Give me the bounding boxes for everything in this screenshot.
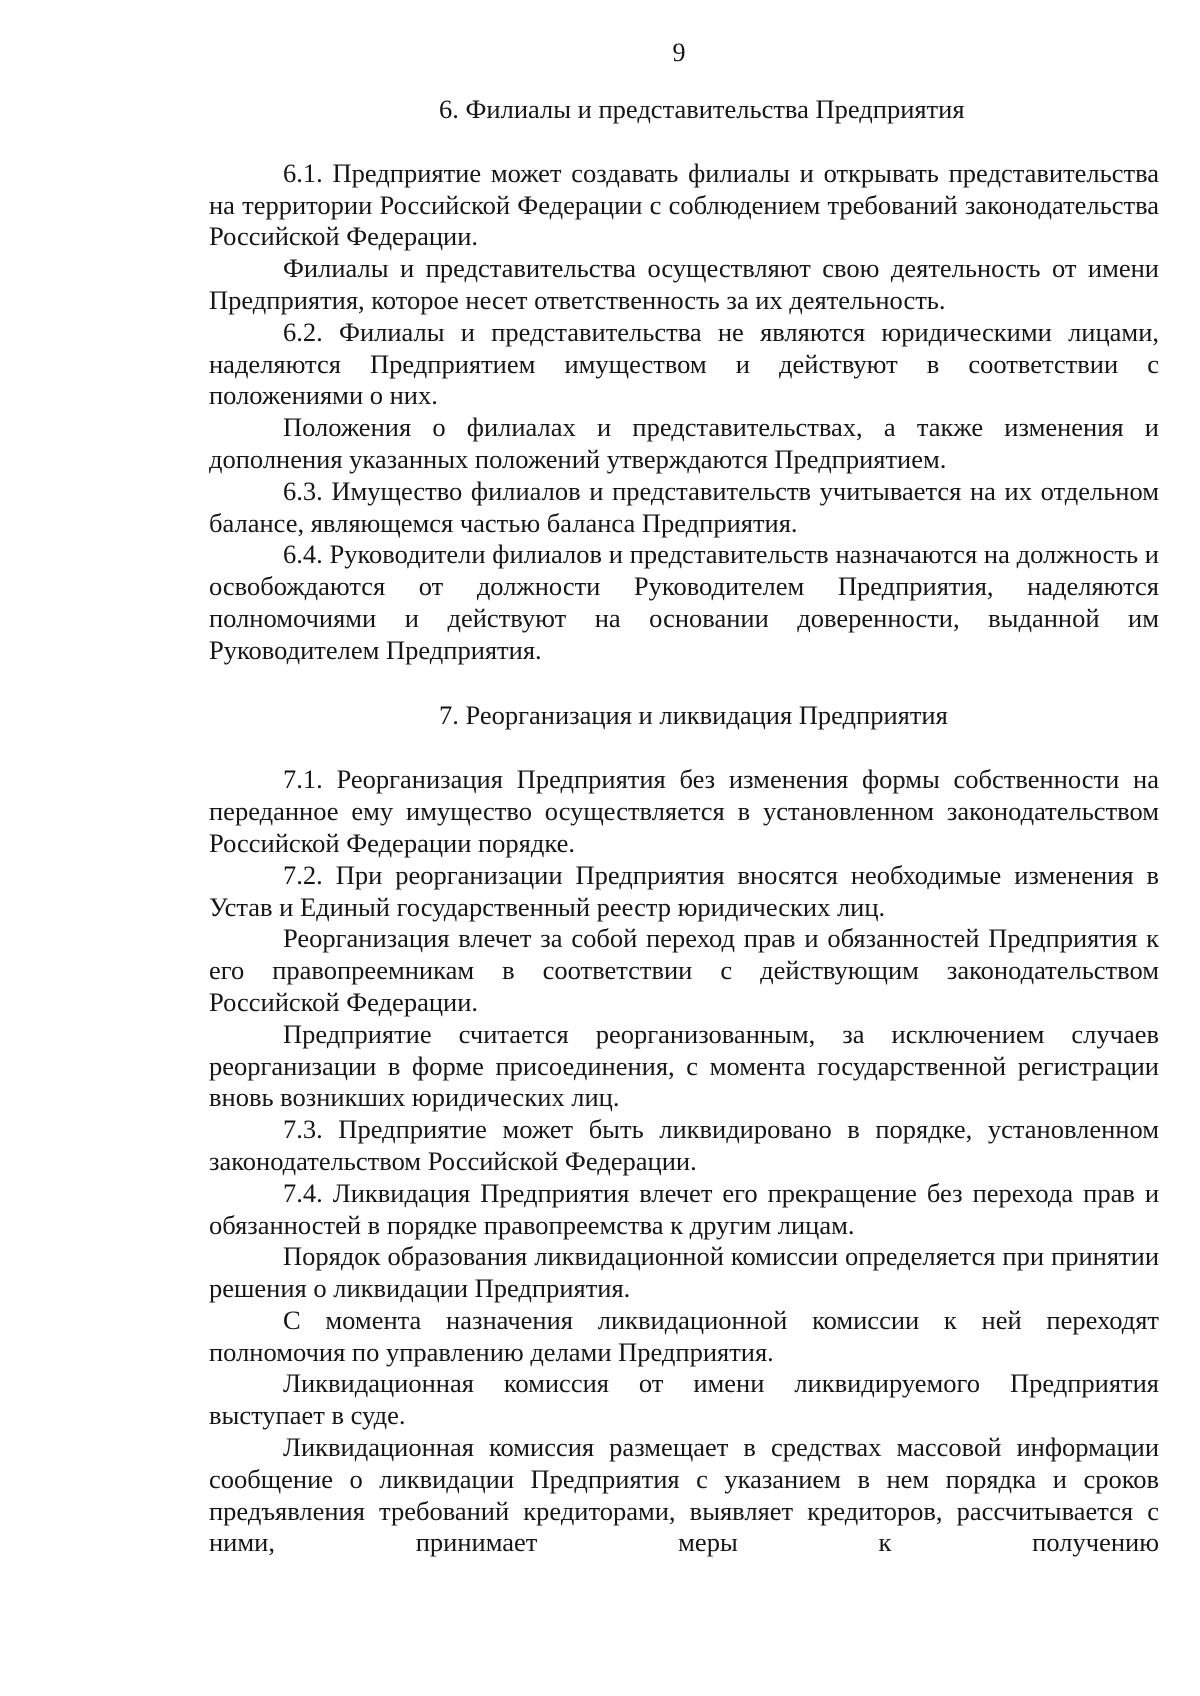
paragraph-6-2: 6.2. Филиалы и представительства не являются юридическими лицами, наделяются Предприятием имуществом и действуют в соответствии с положениями о них. (209, 316, 1159, 411)
paragraph-7-1: 7.1. Реорганизация Предприятия без изменения формы собственности на переданное ему имущество осуществляется в установленном законодательством Российской Федерации порядке. (209, 764, 1159, 858)
paragraph-7-2-transfer: Реорганизация влечет за собой переход прав и обязанностей Предприятия к его правопреемникам в соответствии с действующим законодательством Российской Федерации. (209, 923, 1159, 1017)
paragraph-7-2-reorganized: Предприятие считается реорганизованным, за исключением случаев реорганизации в форме присоединения, с момента государственной регистрации вновь возникших юридических лиц. (209, 1018, 1159, 1113)
section-7-title: 7. Реорганизация и ликвидация Предприятия (439, 699, 948, 730)
paragraph-7-4-commission: Порядок образования ликвидационной комиссии определяется при принятии решения о ликвидации Предприятия. (209, 1241, 1159, 1304)
paragraph-7-3: 7.3. Предприятие может быть ликвидировано в порядке, установленном законодательством Российской Федерации. (209, 1114, 1159, 1176)
paragraph-6-1-branches: Филиалы и представительства осуществляют свою деятельность от имени Предприятия, которое несет ответственность за их деятельность. (209, 253, 1159, 315)
paragraph-7-4: 7.4. Ликвидация Предприятия влечет его прекращение без перехода прав и обязанностей в порядке правопреемства к другим лицам. (209, 1177, 1159, 1240)
document-body (209, 94, 1159, 1559)
paragraph-6-1: 6.1. Предприятие может создавать филиалы и открывать представительства на территории Российской Федерации с соблюдением требований законодательства Российской Федерации. (209, 157, 1159, 252)
paragraph-6-3: 6.3. Имущество филиалов и представительств учитывается на их отдельном балансе, являющемся частью баланса Предприятия. (209, 475, 1159, 538)
paragraph-7-4-court: Ликвидационная комиссия от имени ликвидируемого Предприятия выступает в суде. (209, 1368, 1159, 1431)
paragraph-6-4: 6.4. Руководители филиалов и представительств назначаются на должность и освобождаются от должности Руководителем Предприятия, наделяются полномочиями и действуют на основании доверенности, выданной им Руководителем Предприятия. (209, 539, 1159, 665)
paragraph-7-4-powers: С момента назначения ликвидационной комиссии к ней переходят полномочия по управлению делами Предприятия. (209, 1304, 1159, 1367)
paragraph-6-2-regulations: Положения о филиалах и представительствах, а также изменения и дополнения указанных положений утверждаются Предприятием. (209, 412, 1159, 474)
page-number: 9 (672, 38, 686, 67)
paragraph-7-2: 7.2. При реорганизации Предприятия вносятся необходимые изменения в Устав и Единый государственный реестр юридических лиц. (209, 859, 1159, 922)
section-6-title: 6. Филиалы и представительства Предприятия (439, 94, 965, 124)
paragraph-7-4-creditors: Ликвидационная комиссия размещает в средствах массовой информации сообщение о ликвидации Предприятия с указанием в нем порядка и сроков предъявления требований кредиторами, выявляет кредиторов, рассчитывается с ними, принимает меры к получению (209, 1432, 1159, 1558)
